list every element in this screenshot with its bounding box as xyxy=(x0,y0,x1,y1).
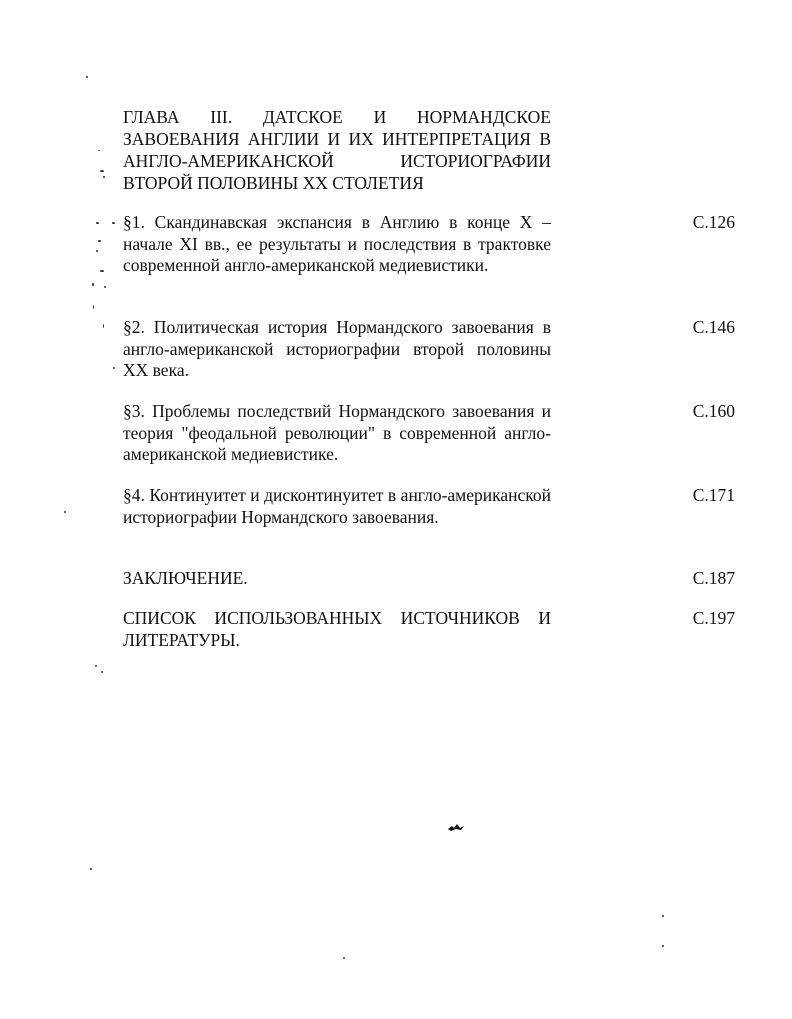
toc-entry-page: С.187 xyxy=(692,568,735,588)
scan-speck xyxy=(343,957,345,959)
toc-entry-page: С.160 xyxy=(692,401,735,421)
scan-speck xyxy=(64,511,66,513)
toc-entry-text: §3. Проблемы последствий Нормандского завоевания и теория "феодальной революции" в современной англо-американской медиевистике. xyxy=(123,401,551,464)
scan-speck xyxy=(100,270,104,272)
toc-entry-page: С.126 xyxy=(692,212,735,232)
toc-entry-page: С.171 xyxy=(692,485,735,505)
scan-speck xyxy=(113,367,115,369)
toc-entry-page: С.197 xyxy=(692,608,735,628)
scan-speck xyxy=(112,222,115,224)
scan-speck xyxy=(101,671,103,673)
scan-speck xyxy=(95,665,97,667)
page-mark-icon xyxy=(447,822,465,832)
scan-speck xyxy=(662,915,664,917)
scan-speck xyxy=(86,76,88,78)
toc-entry-text: СПИСОК ИСПОЛЬЗОВАННЫХ ИСТОЧНИКОВ И ЛИТЕРАТУРЫ. xyxy=(123,608,551,650)
scan-speck xyxy=(96,250,98,252)
chapter-title: ГЛАВА III. ДАТСКОЕ И НОРМАНДСКОЕ ЗАВОЕВАНИЯ АНГЛИИ И ИХ ИНТЕРПРЕТАЦИЯ В АНГЛО-АМЕРИКАНСКОЙ ИСТОРИОГРАФИИ ВТОРОЙ ПОЛОВИНЫ XX СТОЛЕТИЯ xyxy=(123,107,551,193)
toc-entry-text: §2. Политическая история Нормандского завоевания в англо-американской историографии второй половины XX века. xyxy=(123,317,551,380)
scan-speck xyxy=(93,305,94,309)
scan-speck xyxy=(96,222,99,224)
scan-speck xyxy=(98,240,101,242)
scan-speck xyxy=(90,868,92,870)
scan-speck xyxy=(662,945,664,947)
scan-speck xyxy=(103,176,105,178)
toc-entry-text: §4. Континуитет и дисконтинуитет в англо-американской историографии Нормандского завоевания. xyxy=(123,485,551,527)
scan-speck xyxy=(104,286,106,288)
scan-speck xyxy=(103,324,104,328)
scan-speck xyxy=(98,150,100,151)
toc-entry-text: ЗАКЛЮЧЕНИЕ. xyxy=(123,568,248,588)
scan-speck xyxy=(92,283,94,286)
scan-speck xyxy=(100,170,104,172)
toc-entry-text: §1. Скандинавская экспансия в Англию в конце X – начале XI вв., ее результаты и последствия в трактовке современной англо-американской медиевистики. xyxy=(123,212,551,275)
toc-entry-page: С.146 xyxy=(692,317,735,337)
